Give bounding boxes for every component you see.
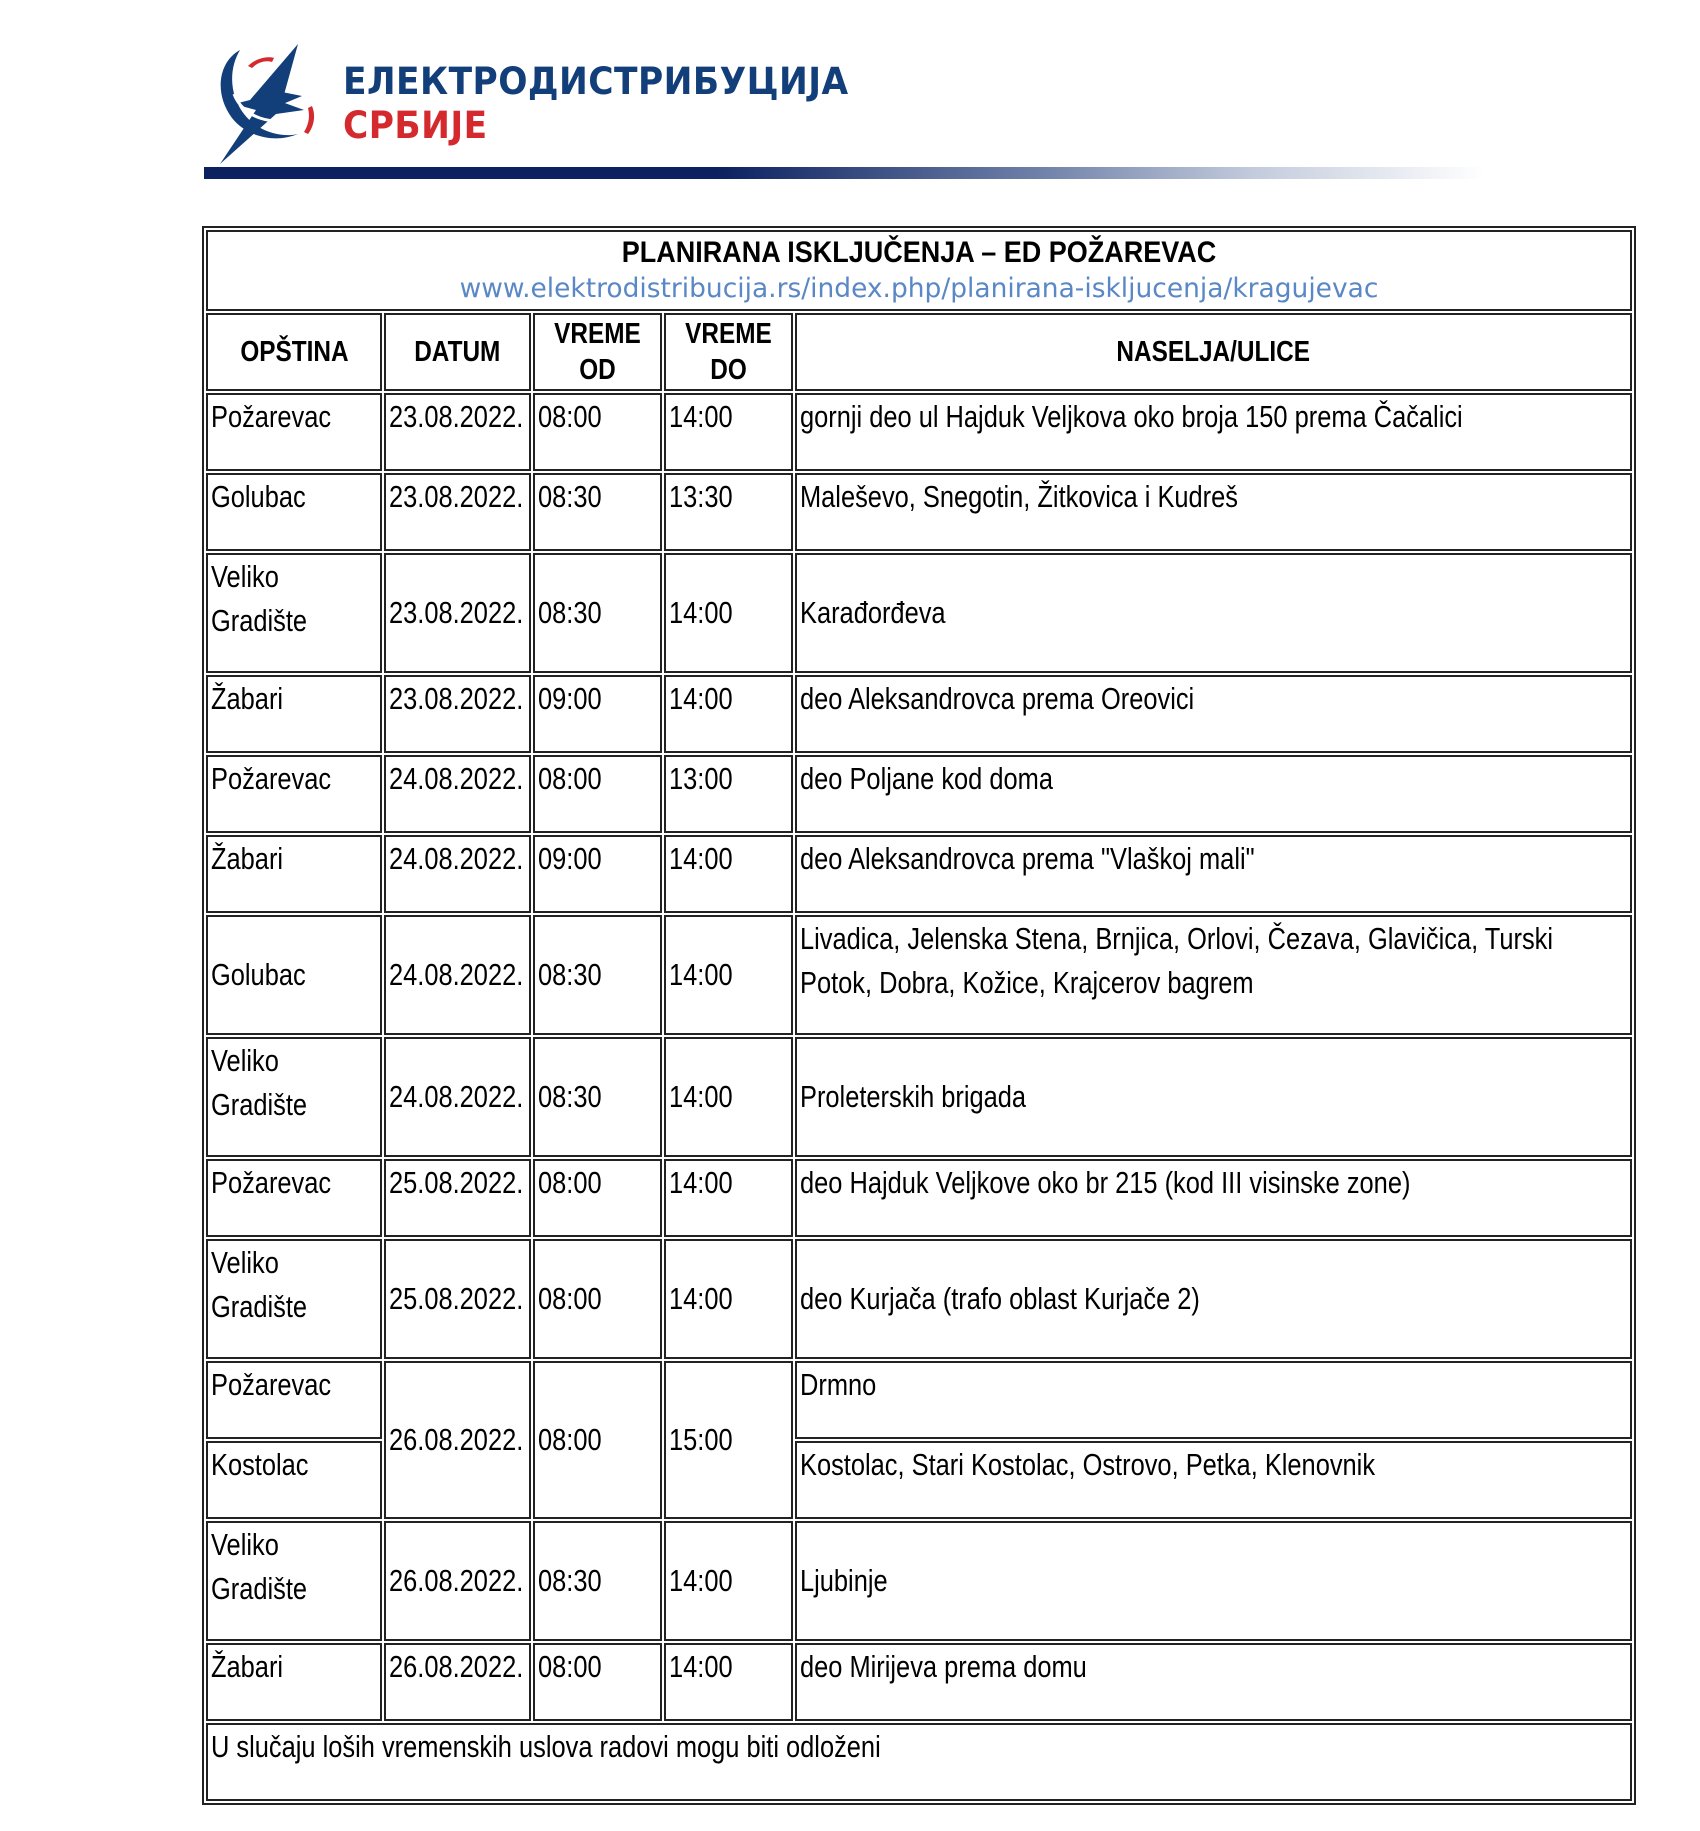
vreme-do-text: 14:00 <box>669 681 733 716</box>
table-row <box>206 1361 1632 1439</box>
naselja-text: Kostolac, Stari Kostolac, Ostrovo, Petka, Klenovnik <box>800 1447 1376 1482</box>
col-header-vreme-do: VREME DO <box>664 313 793 391</box>
vreme-od-text: 08:00 <box>538 399 602 434</box>
opstina-text: Žabari <box>211 1649 284 1684</box>
table-row <box>206 675 1632 753</box>
naselja-text: Drmno <box>800 1367 877 1402</box>
vreme-do-text: 14:00 <box>669 957 733 992</box>
table-header-row <box>206 313 1632 391</box>
cell-opstina <box>206 1159 382 1237</box>
vreme-od-text: 08:30 <box>538 595 602 630</box>
cell-datum <box>384 393 531 471</box>
cell-naselja <box>795 1037 1632 1157</box>
opstina-text: Veliko <box>211 1043 279 1078</box>
cell-vreme-do <box>664 1521 793 1641</box>
datum-text: 25.08.2022. <box>389 1281 524 1316</box>
datum-text: 26.08.2022. <box>389 1649 524 1684</box>
opstina-text: Požarevac <box>211 1165 332 1200</box>
naselja-text: Karađorđeva <box>800 595 946 630</box>
cell-naselja <box>795 1239 1632 1359</box>
naselja-text: deo Aleksandrovca prema "Vlaškoj mali" <box>800 841 1255 876</box>
table-row <box>206 1037 1632 1157</box>
cell-naselja <box>795 1361 1632 1439</box>
cell-naselja <box>795 1521 1632 1641</box>
cell-naselja <box>795 915 1632 1035</box>
table-row <box>206 835 1632 913</box>
cell-opstina <box>206 393 382 471</box>
table-row <box>206 755 1632 833</box>
cell-vreme-od <box>533 675 662 753</box>
vreme-do-text: 14:00 <box>669 1649 733 1684</box>
cell-opstina <box>206 915 382 1035</box>
cell-opstina <box>206 675 382 753</box>
cell-opstina <box>206 1037 382 1157</box>
table-title-cell <box>206 230 1632 311</box>
cell-naselja <box>795 1159 1632 1237</box>
planned-outages-table <box>202 226 1636 1805</box>
vreme-od-text: 09:00 <box>538 681 602 716</box>
cell-opstina <box>206 1239 382 1359</box>
cell-datum <box>384 473 531 551</box>
datum-text: 26.08.2022. <box>389 1563 524 1598</box>
opstina-text: Gradište <box>211 1289 308 1324</box>
cell-vreme-od <box>533 755 662 833</box>
opstina-text: Veliko <box>211 559 279 594</box>
naselja-text: Livadica, Jelenska Stena, Brnjica, Orlovi, Čezava, Glavičica, Turski <box>800 921 1554 956</box>
cell-datum <box>384 675 531 753</box>
cell-opstina <box>206 1361 382 1439</box>
datum-text: 26.08.2022. <box>389 1422 524 1457</box>
cell-vreme-do <box>664 835 793 913</box>
opstina-text: Požarevac <box>211 1367 332 1402</box>
naselja-text: gornji deo ul Hajduk Veljkova oko broja 150 prema Čačalici <box>800 399 1463 434</box>
datum-text: 24.08.2022. <box>389 761 524 796</box>
opstina-text: Žabari <box>211 841 284 876</box>
cell-datum <box>384 553 531 673</box>
table-row <box>206 1521 1632 1641</box>
opstina-text: Kostolac <box>211 1447 309 1482</box>
opstina-text: Gradište <box>211 1087 308 1122</box>
cell-datum <box>384 1239 531 1359</box>
vreme-od-text: 08:30 <box>538 479 602 514</box>
naselja-text: deo Hajduk Veljkove oko br 215 (kod III visinske zone) <box>800 1165 1411 1200</box>
vreme-do-text: 14:00 <box>669 1165 733 1200</box>
cell-vreme-do <box>664 393 793 471</box>
datum-text: 23.08.2022. <box>389 479 524 514</box>
table-row <box>206 553 1632 673</box>
vreme-od-text: 08:00 <box>538 1649 602 1684</box>
footer-note-cell <box>206 1723 1632 1801</box>
datum-text: 25.08.2022. <box>389 1165 524 1200</box>
cell-opstina <box>206 1521 382 1641</box>
cell-opstina <box>206 1441 382 1519</box>
col-header-datum: DATUM <box>384 313 531 391</box>
cell-datum <box>384 1521 531 1641</box>
brand-name-line2: СРБИЈЕ <box>343 104 488 147</box>
cell-datum <box>384 835 531 913</box>
naselja-text: Proleterskih brigada <box>800 1079 1027 1114</box>
cell-vreme-od <box>533 1159 662 1237</box>
cell-vreme-od <box>533 835 662 913</box>
footer-note: U slučaju loših vremenskih uslova radovi mogu biti odloženi <box>211 1729 881 1764</box>
cell-vreme-od <box>533 1037 662 1157</box>
cell-vreme-do <box>664 1643 793 1721</box>
cell-vreme-od <box>533 915 662 1035</box>
datum-text: 23.08.2022. <box>389 681 524 716</box>
datum-text: 23.08.2022. <box>389 399 524 434</box>
cell-datum <box>384 1361 531 1519</box>
cell-vreme-do <box>664 473 793 551</box>
opstina-text: Golubac <box>211 479 306 514</box>
opstina-text: Veliko <box>211 1527 279 1562</box>
cell-naselja <box>795 1441 1632 1519</box>
vreme-do-text: 13:30 <box>669 479 733 514</box>
cell-vreme-do <box>664 1239 793 1359</box>
cell-datum <box>384 1159 531 1237</box>
cell-naselja <box>795 1643 1632 1721</box>
table-row <box>206 473 1632 551</box>
cell-naselja <box>795 553 1632 673</box>
vreme-od-text: 08:00 <box>538 1422 602 1457</box>
cell-vreme-od <box>533 553 662 673</box>
table-footer-row <box>206 1723 1632 1801</box>
cell-naselja <box>795 835 1632 913</box>
datum-text: 24.08.2022. <box>389 841 524 876</box>
cell-vreme-do <box>664 675 793 753</box>
cell-vreme-od <box>533 393 662 471</box>
naselja-text: deo Aleksandrovca prema Oreovici <box>800 681 1195 716</box>
cell-opstina <box>206 553 382 673</box>
cell-vreme-od <box>533 1239 662 1359</box>
opstina-text: Gradište <box>211 1571 308 1606</box>
vreme-do-text: 14:00 <box>669 1281 733 1316</box>
table-row <box>206 1159 1632 1237</box>
vreme-od-text: 08:30 <box>538 1079 602 1114</box>
lightning-orbit-logo-icon <box>212 44 324 164</box>
cell-naselja <box>795 393 1632 471</box>
cell-datum <box>384 915 531 1035</box>
table-row <box>206 1239 1632 1359</box>
cell-naselja <box>795 675 1632 753</box>
datum-text: 24.08.2022. <box>389 957 524 992</box>
table-row <box>206 915 1632 1035</box>
vreme-do-text: 14:00 <box>669 1563 733 1598</box>
cell-vreme-od <box>533 473 662 551</box>
naselja-text: Maleševo, Snegotin, Žitkovica i Kudreš <box>800 479 1239 514</box>
naselja-text: Ljubinje <box>800 1563 888 1598</box>
opstina-text: Golubac <box>211 957 306 992</box>
cell-datum <box>384 1643 531 1721</box>
vreme-od-text: 08:30 <box>538 957 602 992</box>
vreme-od-text: 08:30 <box>538 1563 602 1598</box>
opstina-text: Požarevac <box>211 761 332 796</box>
cell-datum <box>384 1037 531 1157</box>
cell-vreme-do <box>664 553 793 673</box>
vreme-do-text: 14:00 <box>669 399 733 434</box>
table-row <box>206 1643 1632 1721</box>
col-header-naselja: NASELJA/ULICE <box>795 313 1632 391</box>
source-url-link[interactable]: www.elektrodistribucija.rs/index.php/planirana-iskljucenja/kragujevac <box>459 273 1379 304</box>
vreme-od-text: 08:00 <box>538 1281 602 1316</box>
brand-name-line1: ЕЛЕКТРОДИСТРИБУЦИЈА <box>343 60 849 103</box>
opstina-text: Gradište <box>211 603 308 638</box>
vreme-do-text: 13:00 <box>669 761 733 796</box>
vreme-do-text: 15:00 <box>669 1422 733 1457</box>
datum-text: 23.08.2022. <box>389 595 524 630</box>
table-title: PLANIRANA ISKLJUČENJA – ED POŽAREVAC <box>621 236 1217 269</box>
cell-opstina <box>206 473 382 551</box>
cell-datum <box>384 755 531 833</box>
cell-opstina <box>206 835 382 913</box>
vreme-do-text: 14:00 <box>669 595 733 630</box>
cell-vreme-do <box>664 1361 793 1519</box>
vreme-od-text: 08:00 <box>538 761 602 796</box>
datum-text: 24.08.2022. <box>389 1079 524 1114</box>
header-gradient-divider <box>204 167 1484 179</box>
opstina-text: Požarevac <box>211 399 332 434</box>
cell-vreme-od <box>533 1361 662 1519</box>
cell-vreme-od <box>533 1521 662 1641</box>
cell-opstina <box>206 755 382 833</box>
table-row <box>206 393 1632 471</box>
col-header-opstina: OPŠTINA <box>206 313 382 391</box>
naselja-text: deo Poljane kod doma <box>800 761 1053 796</box>
cell-vreme-do <box>664 1037 793 1157</box>
cell-vreme-do <box>664 755 793 833</box>
naselja-text: deo Kurjača (trafo oblast Kurjače 2) <box>800 1281 1200 1316</box>
cell-vreme-od <box>533 1643 662 1721</box>
cell-vreme-do <box>664 1159 793 1237</box>
vreme-do-text: 14:00 <box>669 1079 733 1114</box>
cell-vreme-do <box>664 915 793 1035</box>
vreme-do-text: 14:00 <box>669 841 733 876</box>
cell-naselja <box>795 473 1632 551</box>
cell-opstina <box>206 1643 382 1721</box>
opstina-text: Žabari <box>211 681 284 716</box>
naselja-text: Potok, Dobra, Kožice, Krajcerov bagrem <box>800 965 1254 1000</box>
vreme-od-text: 09:00 <box>538 841 602 876</box>
table-body <box>206 393 1632 1721</box>
naselja-text: deo Mirijeva prema domu <box>800 1649 1087 1684</box>
cell-naselja <box>795 755 1632 833</box>
vreme-od-text: 08:00 <box>538 1165 602 1200</box>
col-header-vreme-od: VREME OD <box>533 313 662 391</box>
opstina-text: Veliko <box>211 1245 279 1280</box>
